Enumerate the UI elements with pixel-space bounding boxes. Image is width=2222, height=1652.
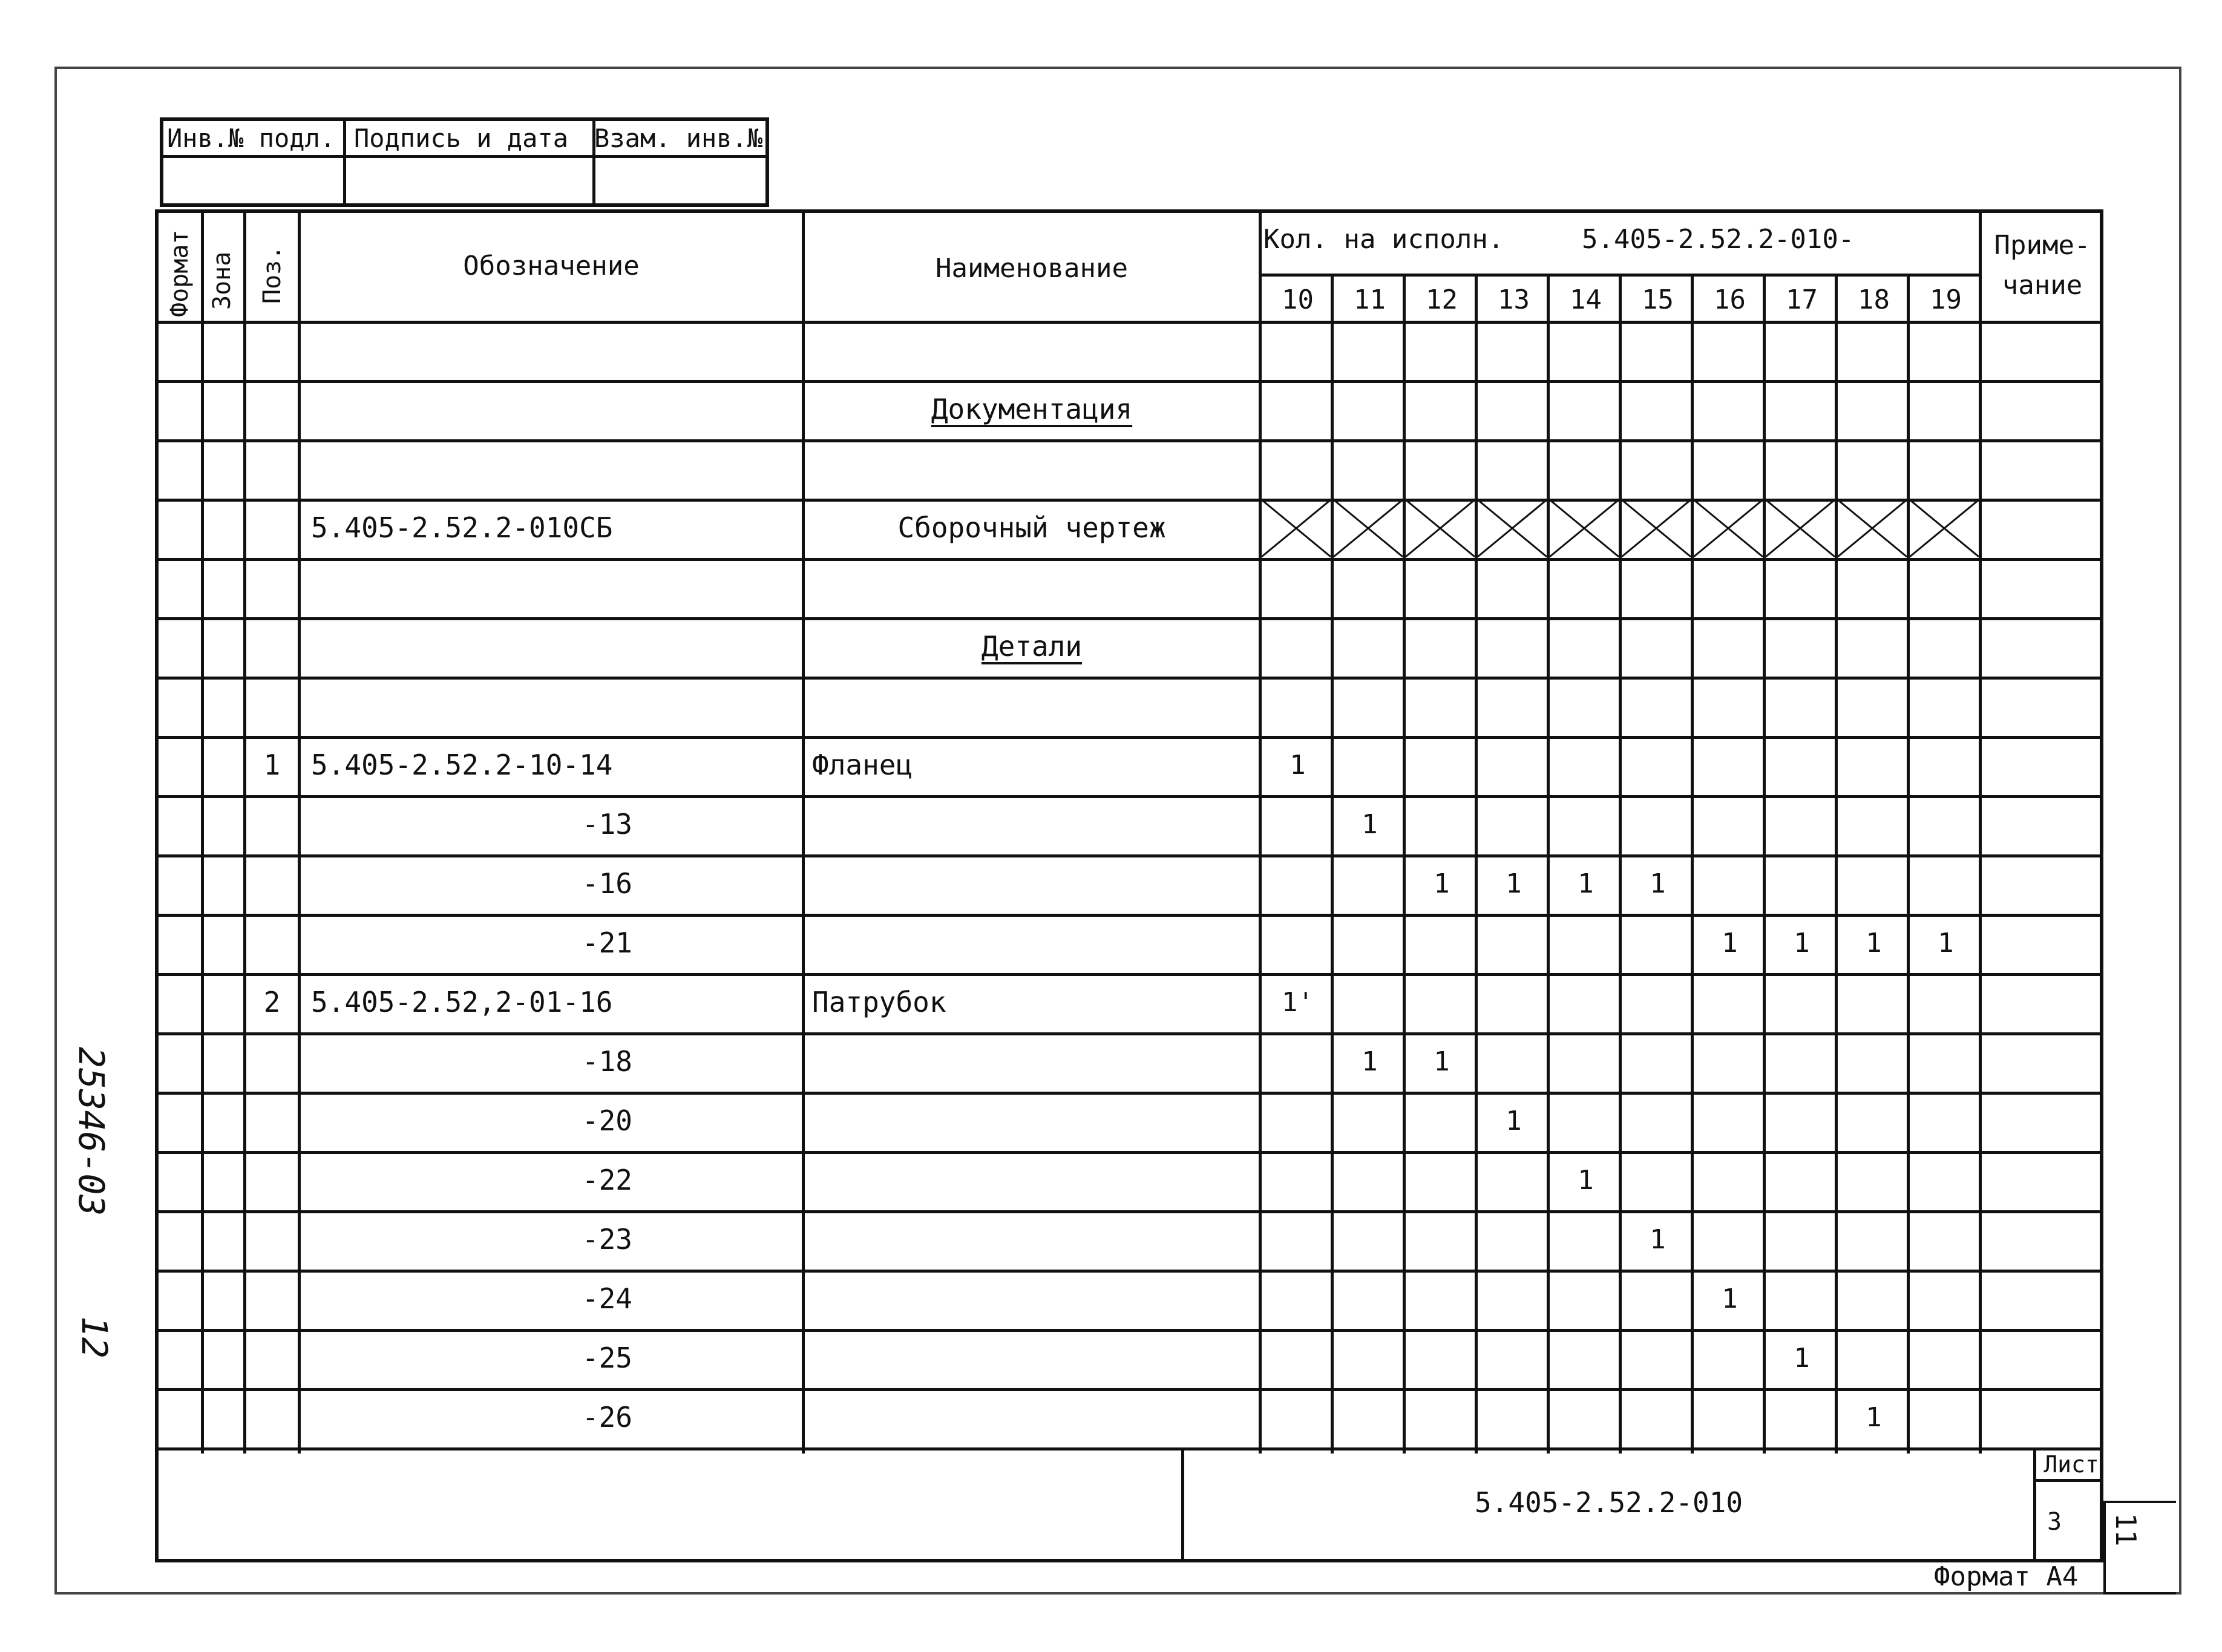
qty-pipe25-17: 1 — [1794, 1343, 1810, 1374]
assembly-designation: 5.405-2.52.2-010СБ — [311, 511, 613, 544]
qty-flange16-13: 1 — [1506, 868, 1522, 899]
header-qty-prefix: Кол. на исполн. — [1263, 224, 1504, 255]
archive-page-note: 12 — [74, 1316, 115, 1359]
header-note-2: чание — [2002, 270, 2083, 301]
pipe-24-designation: -24 — [582, 1282, 632, 1315]
qty-pipe26-18: 1 — [1866, 1402, 1882, 1433]
header-format: Формат — [166, 229, 194, 317]
pipe-23-designation: -23 — [582, 1223, 632, 1256]
variant-14: 14 — [1570, 284, 1602, 315]
qty-pipe23-15: 1 — [1650, 1224, 1666, 1255]
pipe-name: Патрубок — [812, 986, 946, 1018]
qty-flange16-12: 1 — [1434, 868, 1450, 899]
inv-label-signature: Подпись и дата — [354, 123, 569, 153]
variant-16: 16 — [1714, 284, 1746, 315]
header-designation: Обозначение — [463, 251, 640, 281]
inv-label-original: Инв.№ подл. — [167, 123, 336, 153]
pipe-designation: 5.405-2.52,2-01-16 — [311, 986, 613, 1018]
variant-17: 17 — [1786, 284, 1818, 315]
flange-13-designation: -13 — [582, 808, 632, 841]
qty-pipe18-12: 1 — [1434, 1046, 1450, 1077]
qty-pipe-10: 1' — [1282, 987, 1314, 1018]
qty-flange21-16: 1 — [1722, 928, 1738, 959]
inv-label-replacement: Взам. инв.№ — [594, 123, 763, 153]
qty-flange13-11: 1 — [1362, 809, 1378, 840]
qty-pipe18-11: 1 — [1362, 1046, 1378, 1077]
variant-18: 18 — [1858, 284, 1890, 315]
flange-21-designation: -21 — [582, 926, 632, 959]
page-number: 11 — [2109, 1513, 2142, 1547]
sheet-label: Лист — [2043, 1451, 2099, 1478]
qty-flange-10: 1 — [1290, 750, 1306, 781]
flange-pos: 1 — [263, 749, 281, 781]
inv-header-line — [163, 155, 765, 158]
qty-pipe20-13: 1 — [1506, 1106, 1522, 1136]
qty-flange16-14: 1 — [1578, 868, 1594, 899]
flange-designation: 5.405-2.52.2-10-14 — [311, 749, 613, 781]
assembly-name: Сборочный чертеж — [897, 511, 1166, 544]
specification-form — [155, 209, 2103, 1562]
qty-pipe24-16: 1 — [1722, 1283, 1738, 1314]
flange-16-designation: -16 — [582, 867, 632, 900]
variant-13: 13 — [1498, 284, 1530, 315]
archive-number-note: 25346-03 — [71, 1047, 112, 1216]
variant-11: 11 — [1354, 284, 1386, 315]
qty-flange16-15: 1 — [1650, 868, 1666, 899]
doc-code: 5.405-2.52.2-010 — [1474, 1486, 1743, 1519]
header-qty-code: 5.405-2.52.2-010- — [1582, 224, 1855, 255]
pipe-22-designation: -22 — [582, 1164, 632, 1196]
qty-flange21-17: 1 — [1794, 928, 1810, 959]
pipe-18-designation: -18 — [582, 1045, 632, 1078]
qty-pipe22-14: 1 — [1578, 1165, 1594, 1196]
qty-flange21-18: 1 — [1866, 928, 1882, 959]
section-details: Детали — [981, 630, 1083, 663]
crossed-cells — [1259, 499, 1979, 558]
variant-15: 15 — [1642, 284, 1674, 315]
format-label: Формат А4 — [1934, 1561, 2079, 1592]
header-pos: Поз. — [258, 245, 286, 304]
pipe-20-designation: -20 — [582, 1104, 632, 1137]
variant-19: 19 — [1930, 284, 1962, 315]
header-note-1: Приме- — [1994, 230, 2091, 261]
inventory-header-table — [160, 117, 769, 207]
sheet-number: 3 — [2047, 1508, 2062, 1536]
qty-flange21-19: 1 — [1938, 928, 1954, 959]
header-zone: Зона — [208, 251, 236, 310]
flange-name: Фланец — [812, 749, 913, 781]
pipe-25-designation: -25 — [582, 1342, 632, 1374]
variant-12: 12 — [1426, 284, 1458, 315]
section-documentation: Документация — [931, 393, 1133, 425]
header-name: Наименование — [936, 253, 1128, 284]
pipe-pos: 2 — [263, 986, 281, 1018]
variant-10: 10 — [1282, 284, 1314, 315]
pipe-26-designation: -26 — [582, 1401, 632, 1434]
